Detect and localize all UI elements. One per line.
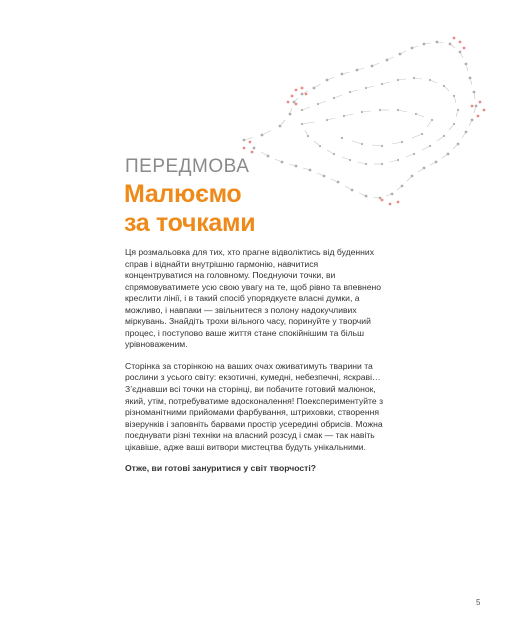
outline-stroke [474, 106, 476, 113]
outline-stroke [398, 110, 407, 112]
paw-dot [287, 101, 290, 104]
outline-stroke [372, 145, 382, 146]
outline-stroke [345, 186, 352, 190]
outline-stroke [437, 136, 444, 141]
outline-stroke [305, 130, 308, 136]
title-line-1: Малюємо [124, 180, 242, 208]
outline-stroke [460, 52, 463, 58]
outline-stroke [342, 72, 350, 74]
outline-stroke [331, 179, 338, 182]
paw-dot [301, 87, 304, 90]
paw-dot [243, 147, 246, 150]
paw-dot [251, 151, 254, 154]
outline-stroke [262, 131, 271, 136]
paw-dot [479, 101, 482, 104]
outline-stroke [362, 111, 371, 112]
outline-stroke [390, 160, 398, 162]
outline-stroke [314, 141, 320, 146]
outline-stroke [412, 134, 422, 138]
paw-dot [459, 41, 462, 44]
outline-stroke [427, 120, 432, 127]
outline-stroke [342, 157, 350, 160]
outline-stroke [454, 96, 456, 103]
paw-dot [397, 201, 400, 204]
outline-stroke [244, 138, 253, 141]
paw-dot [381, 199, 384, 202]
outline-stroke [317, 173, 324, 176]
outline-stroke [422, 146, 430, 150]
outline-stroke [449, 124, 454, 130]
outline-stroke [430, 162, 436, 165]
outline-stroke [344, 114, 353, 116]
outline-stroke [327, 118, 336, 120]
paw-dot [291, 95, 294, 98]
title-line-2: за точками [124, 209, 256, 237]
outline-stroke [280, 120, 285, 126]
paw-dot [295, 103, 298, 106]
outline-stroke [416, 114, 424, 117]
outline-stroke [302, 107, 310, 110]
outline-stroke [334, 95, 342, 98]
paw-dot [463, 47, 466, 50]
paw-dot [249, 141, 252, 144]
outline-stroke [453, 144, 458, 149]
outline-stroke [414, 78, 422, 79]
outline-stroke [398, 79, 406, 80]
squirrel-dots [243, 37, 486, 206]
outline-stroke [442, 154, 448, 158]
outline-stroke [352, 141, 362, 144]
outline-stroke [470, 78, 472, 85]
outline-stroke [418, 168, 424, 172]
outline-stroke [275, 159, 282, 162]
outline-dot [253, 147, 256, 150]
section-label: ПЕРЕДМОВА [125, 156, 250, 177]
outline-stroke [357, 68, 365, 70]
outline-stroke [406, 154, 414, 157]
paw-dot [453, 37, 456, 40]
outline-stroke [289, 164, 296, 166]
outline-stroke [358, 162, 366, 164]
page-title [124, 180, 255, 238]
flying-squirrel-illustration [232, 30, 502, 225]
outline-stroke [261, 152, 268, 156]
outline-stroke [407, 176, 412, 181]
page-number: 5 [476, 598, 481, 607]
paw-dot [477, 115, 480, 118]
outline-stroke [366, 86, 374, 88]
outline-stroke [450, 44, 455, 48]
outline-stroke [444, 86, 449, 91]
outline-stroke [372, 63, 380, 66]
body-text [125, 247, 385, 485]
paw-dot [483, 109, 486, 112]
paw-dot [305, 93, 308, 96]
outline-stroke [303, 168, 310, 170]
paragraph-1: Ця розмальовка для тих, хто прагне відволіктись від буденних справ і віднайти внутрішню гармонію, навчитися концентруватися на головному. Поєднуючи точки, ви спрямовуватимете усю свою увагу на те, щоб рівно та впевнено креслити лінії, і в такий спосіб упорядкуєте власні думки, а можливо, і навпаки — звільнитеся з полону надокучливих міркувань. Знайдіть трохи вільного часу, поринуйте у творчий процес, і поступово ваше життя стане спокійнішим та більш урівноваженим. [125, 247, 382, 350]
outline-dot [341, 137, 343, 139]
outline-stroke [318, 101, 326, 104]
outline-stroke [469, 120, 472, 126]
outline-stroke [392, 142, 402, 144]
paw-dot [471, 105, 474, 108]
outline-stroke [456, 110, 458, 117]
outline-stroke [462, 132, 466, 138]
outline-stroke [350, 90, 358, 92]
outline-stroke [327, 150, 334, 154]
outline-stroke [397, 186, 402, 190]
paw-dot [389, 203, 392, 206]
outline-stroke [466, 64, 468, 71]
paw-dot [295, 89, 298, 92]
paragraph-2: Сторінка за сторінкою на ваших очах оживатимуть тварини та рослини з усього світу: екзотичні, кумедні, небезпечні, яскраві… З’єднавши всі точки на сторінці, ви побачите готовий малюнок, який, утім, потребуватиме вдосконалення! Поекспериментуйте з різноманітними прийомами фарбування, штриховки, створення візерунків і заповніть барвами простір усередині обрисів. Можна поєднувати різні техніки на власний розсуд і смак — так навіть цікавіше, адже ваші витвори мистецтва будуть унікальними. [125, 360, 384, 452]
outline-stroke [359, 193, 366, 196]
outline-stroke [387, 57, 394, 60]
outline-stroke [294, 98, 298, 102]
outline-stroke [400, 51, 406, 54]
outline-stroke [302, 122, 315, 124]
outline-stroke [327, 77, 335, 80]
closing-question: Отже, ви готові зануритися у світ творчості? [125, 463, 317, 474]
outline-stroke [382, 82, 390, 84]
outline-stroke [314, 84, 321, 88]
outline-stroke [430, 80, 437, 83]
